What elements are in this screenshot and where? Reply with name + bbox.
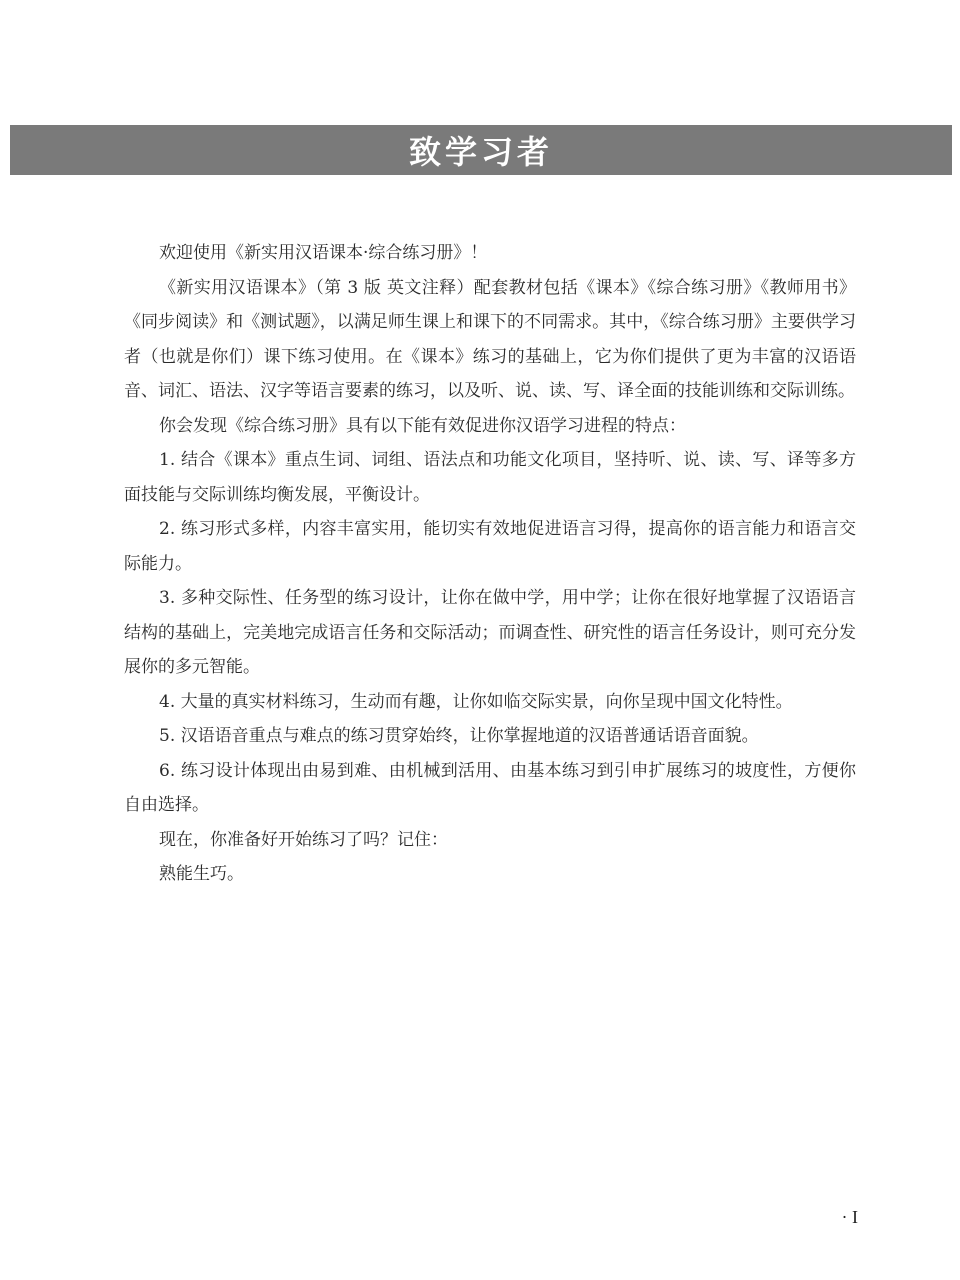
paragraph-intro: 《新实用汉语课本》（第 3 版 英文注释）配套教材包括《课本》《综合练习册》《教师用书》《同步阅读》和《测试题》，以满足师生课上和课下的不同需求。其中，《综合练习册》主要供学习者（也就是你们）课下练习使用。在《课本》练习的基础上，它为你们提供了更为丰富的汉语语音、词汇、语法、汉字等语言要素的练习，以及听、说、读、写、译全面的技能训练和交际训练。: [124, 277, 856, 401]
paragraph-closing-question: 现在，你准备好开始练习了吗？记住：: [159, 829, 448, 850]
page-number: · I: [841, 1207, 858, 1227]
paragraph-welcome: 欢迎使用《新实用汉语课本·综合练习册》！: [159, 243, 488, 263]
list-item-feature-5: 5. 汉语语音重点与难点的练习贯穿始终，让你掌握地道的汉语普通话语音面貌。: [159, 726, 759, 746]
list-item-feature-2: 2. 练习形式多样，内容丰富实用，能切实有效地促进语言习得，提高你的语言能力和语言交际能力。: [124, 519, 856, 574]
list-item-feature-6: 6. 练习设计体现出由易到难、由机械到活用、由基本练习到引申扩展练习的坡度性，方便你自由选择。: [124, 760, 856, 815]
paragraph-features-lead: 你会发现《综合练习册》具有以下能有效促进你汉语学习进程的特点：: [159, 415, 686, 436]
list-item-feature-4: 4. 大量的真实材料练习，生动而有趣，让你如临交际实景，向你呈现中国文化特性。: [159, 691, 793, 712]
page-title: 致学习者: [408, 133, 553, 171]
list-item-feature-1: 1. 结合《课本》重点生词、词组、语法点和功能文化项目，坚持听、说、读、写、译等多方面技能与交际训练均衡发展，平衡设计。: [124, 450, 856, 505]
list-item-feature-3: 3. 多种交际性、任务型的练习设计，让你在做中学，用中学；让你在很好地掌握了汉语语言结构的基础上，完美地完成语言任务和交际活动；而调查性、研究性的语言任务设计，则可充分发展你的多元智能。: [124, 588, 856, 677]
body-content: [124, 236, 856, 892]
title-banner: [10, 125, 952, 175]
paragraph-closing-motto: 熟能生巧。: [159, 864, 244, 884]
